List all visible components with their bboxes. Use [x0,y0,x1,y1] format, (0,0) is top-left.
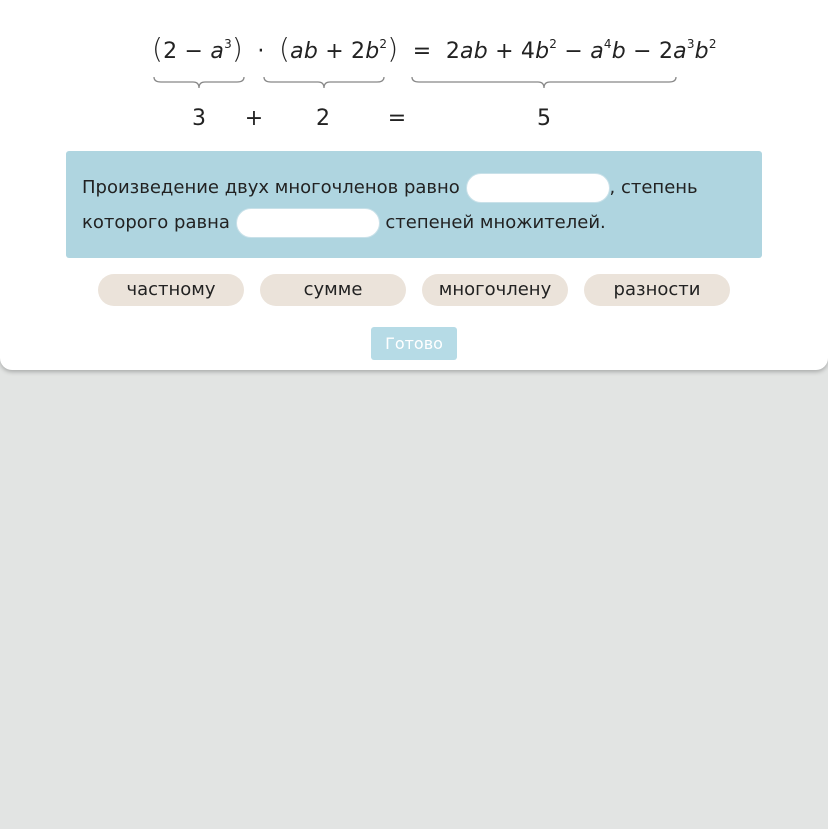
equation-block [0,0,828,145]
answer-slot-2[interactable] [236,208,380,238]
task-panel [66,151,762,258]
polynomial-formula: $(2 - a^3) \cdot (ab + 2b^2) = 2ab + 4b^2 - a^4b - 2a^3b^2$ [152,32,717,65]
degree-result: 5 [537,106,551,131]
degree-factor1: 3 [192,106,206,131]
option-chip-mnogochlenu[interactable]: многочлену [422,274,568,306]
task-text-1: Произведение двух многочленов равно [82,177,460,198]
degree-plus: + [244,106,264,131]
task-line-2 [82,208,606,238]
task-text-2: которого равна [82,212,230,233]
option-chip-chastnomu[interactable]: частному [98,274,244,306]
answer-options [98,274,738,306]
task-tail-2: степеней множителей. [385,212,606,233]
answer-slot-1[interactable] [466,173,610,203]
exercise-card [0,0,828,370]
task-line-1 [82,173,698,203]
task-tail-1: , степень [609,177,698,198]
underbrace-factor2 [263,76,385,94]
option-chip-summe[interactable]: сумме [260,274,406,306]
underbrace-result [411,76,677,94]
done-button[interactable]: Готово [371,327,457,360]
degree-equals: = [387,106,407,131]
option-chip-raznosti[interactable]: разности [584,274,730,306]
underbrace-factor1 [153,76,245,94]
degree-factor2: 2 [316,106,330,131]
